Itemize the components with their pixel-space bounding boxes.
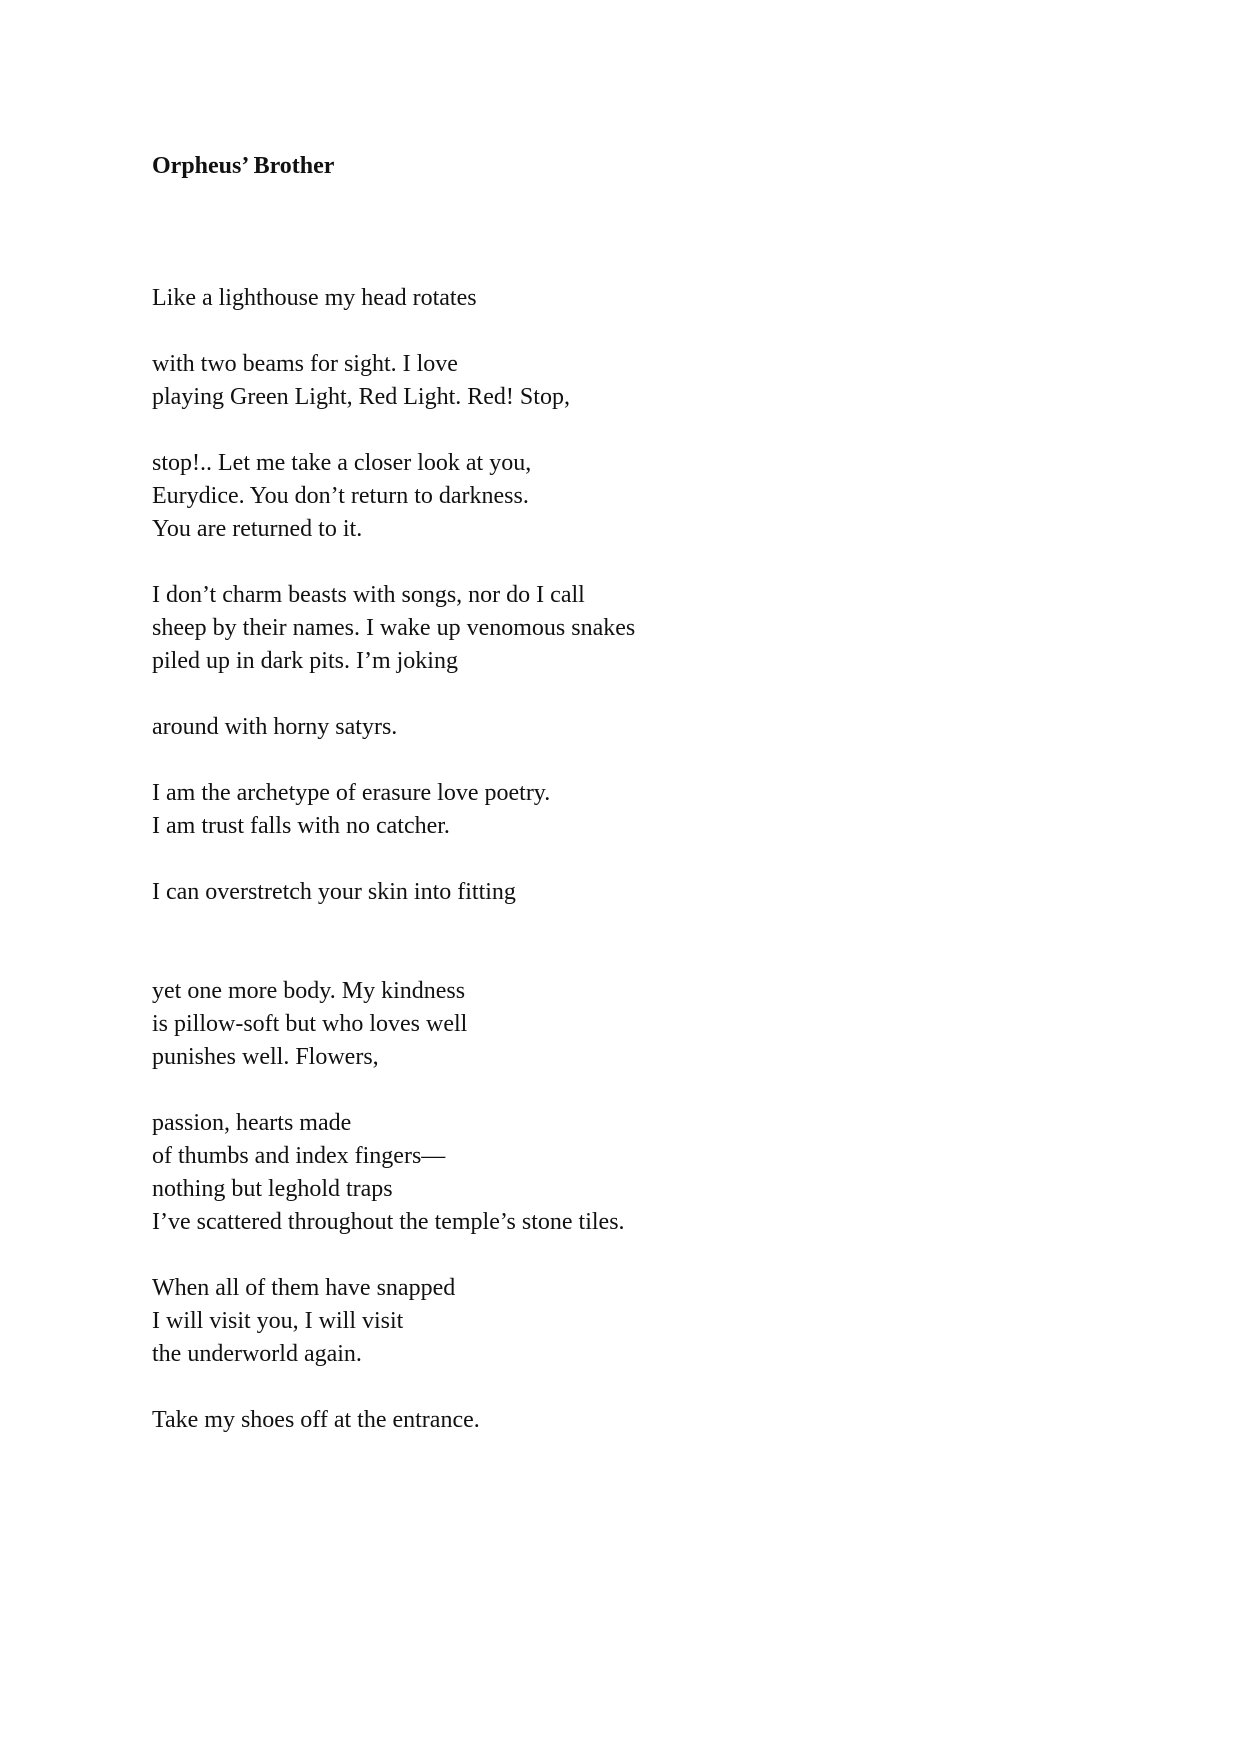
- poem-line: of thumbs and index fingers—: [152, 1143, 446, 1169]
- poem-line: yet one more body. My kindness: [152, 978, 466, 1004]
- poem-line: with two beams for sight. I love: [152, 351, 458, 377]
- poem-line: When all of them have snapped: [152, 1275, 456, 1301]
- poem-line: I am the archetype of erasure love poetry.: [152, 780, 551, 806]
- poem-line: is pillow-soft but who loves well: [152, 1011, 468, 1037]
- poem-line: around with horny satyrs.: [152, 714, 398, 740]
- poem-line: Eurydice. You don’t return to darkness.: [152, 483, 529, 509]
- poem-line: piled up in dark pits. I’m joking: [152, 648, 458, 674]
- poem-line: I can overstretch your skin into fitting: [152, 879, 516, 905]
- poem-line: You are returned to it.: [152, 516, 363, 542]
- poem-line: playing Green Light, Red Light. Red! Stop,: [152, 384, 570, 410]
- poem-line: passion, hearts made: [152, 1110, 352, 1136]
- poem-line: I’ve scattered throughout the temple’s stone tiles.: [152, 1209, 625, 1235]
- poem-line: sheep by their names. I wake up venomous snakes: [152, 615, 636, 641]
- poem-line: nothing but leghold traps: [152, 1176, 393, 1202]
- poem-line: the underworld again.: [152, 1341, 362, 1367]
- poem-line: I am trust falls with no catcher.: [152, 813, 450, 839]
- poem-title: Orpheus’ Brother: [152, 153, 335, 179]
- poem-line: I will visit you, I will visit: [152, 1308, 404, 1334]
- poem-line: I don’t charm beasts with songs, nor do I call: [152, 582, 585, 608]
- poem-line: Take my shoes off at the entrance.: [152, 1407, 480, 1433]
- poem-line: punishes well. Flowers,: [152, 1044, 379, 1070]
- poem-line: stop!.. Let me take a closer look at you,: [152, 450, 532, 476]
- poem-line: Like a lighthouse my head rotates: [152, 285, 477, 311]
